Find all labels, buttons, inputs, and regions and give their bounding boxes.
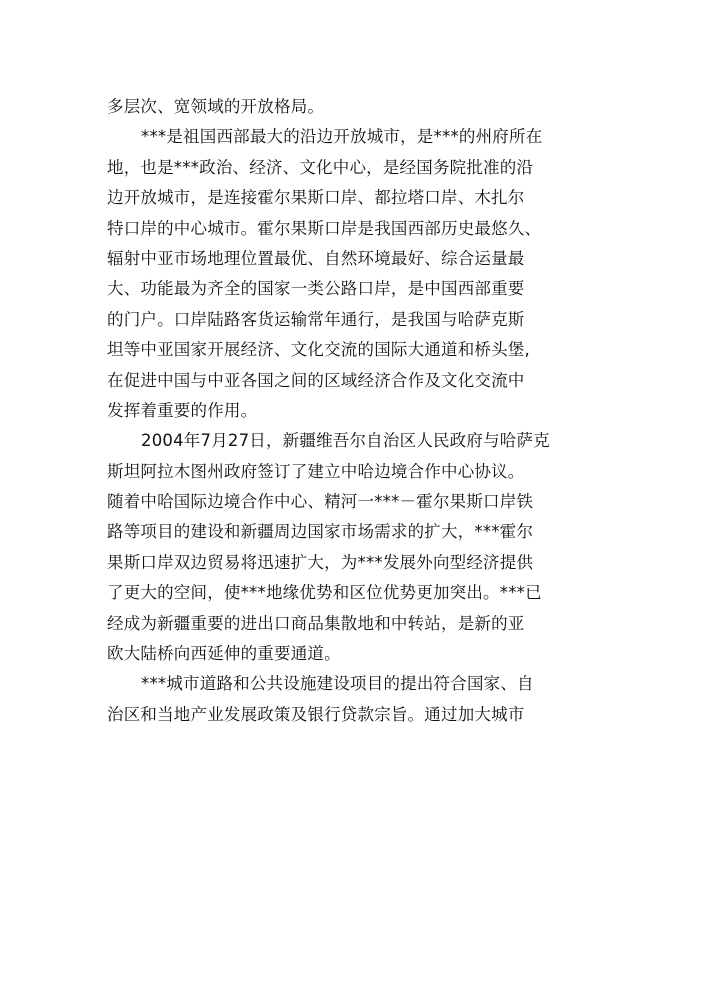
paragraph-first-line: ***是祖国西部最大的沿边开放城市，是***的州府所在 — [141, 127, 543, 147]
paragraph-first-line: 2004年7月27日，新疆维吾尔自治区人民政府与哈萨克 — [141, 431, 550, 451]
text-line: 多层次、宽领域的开放格局。 — [107, 97, 325, 116]
text-line: 了更大的空间，使***地缘优势和区位优势更加突出。***已 — [107, 583, 542, 603]
text-line: 路等项目的建设和新疆周边国家市场需求的扩大，***霍尔 — [107, 522, 534, 542]
text-line: 果斯口岸双边贸易将迅速扩大，为***发展外向型经济提供 — [107, 552, 534, 572]
text-line: 的门户。口岸陆路客货运输常年通行，是我国与哈萨克斯 — [107, 309, 525, 329]
text-line: 辐射中亚市场地理位置最优、自然环境最好、综合运量最 — [107, 248, 525, 268]
paragraph-first-line: ***城市道路和公共设施建设项目的提出符合国家、自 — [141, 674, 534, 694]
text-line: 经成为新疆重要的进出口商品集散地和中转站，是新的亚 — [107, 613, 525, 633]
text-line: 地，也是***政治、经济、文化中心，是经国务院批准的沿 — [107, 157, 534, 177]
body-text — [107, 92, 607, 730]
text-line: 边开放城市，是连接霍尔果斯口岸、都拉塔口岸、木扎尔 — [107, 188, 525, 208]
text-line: 在促进中国与中亚各国之间的区域经济合作及文化交流中 — [107, 370, 525, 390]
text-line: 治区和当地产业发展政策及银行贷款宗旨。通过加大城市 — [107, 704, 525, 724]
text-line: 坦等中亚国家开展经济、文化交流的国际大通道和桥头堡, — [107, 340, 530, 360]
text-line: 斯坦阿拉木图州政府签订了建立中哈边境合作中心协议。 — [107, 461, 525, 481]
text-line: 大、功能最为齐全的国家一类公路口岸，是中国西部重要 — [107, 279, 525, 299]
text-line: 发挥着重要的作用。 — [107, 400, 258, 420]
text-line: 随着中哈国际边境合作中心、精河一***－霍尔果斯口岸铁 — [107, 492, 534, 512]
text-line: 欧大陆桥向西延伸的重要通道。 — [107, 644, 341, 664]
text-line: 特口岸的中心城市。霍尔果斯口岸是我国西部历史最悠久、 — [107, 218, 542, 238]
